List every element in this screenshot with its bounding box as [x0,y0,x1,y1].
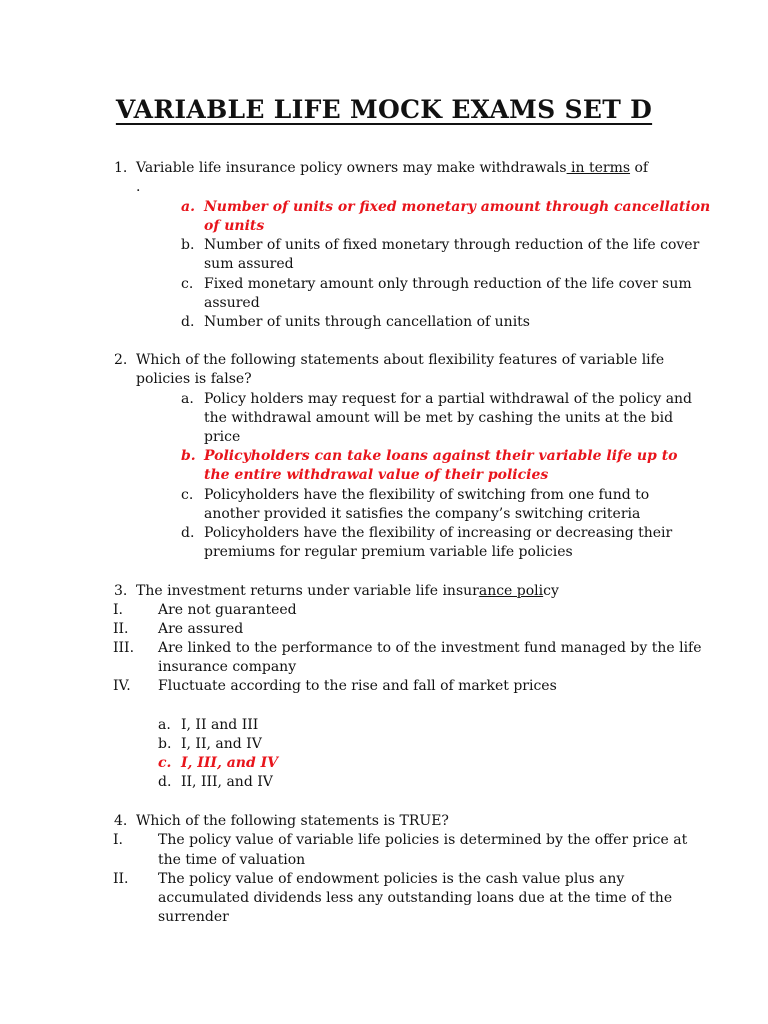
q1-stem [136,159,648,178]
page-title [0,94,768,126]
q3-stem-underlined: ance poli [478,583,544,599]
q3-number: 3. [114,583,128,599]
q4-roman-2: II. [113,871,129,887]
q3-option-d: II, III, and IV [181,774,273,790]
q1-option-c-line1: Fixed monetary amount only through reduction of the life cover sum [204,276,692,292]
q1-number: 1. [114,160,128,176]
q3-statement-3-line1: Are linked to the performance to of the investment fund managed by the life [158,640,702,656]
q3-statement-4: Fluctuate according to the rise and fall of market prices [158,678,557,694]
q2-option-a-line2: the withdrawal amount will be met by cashing the units at the bid [204,410,674,426]
q3-option-c-letter: c. [158,755,172,771]
q2-stem-line2: policies is false? [136,371,252,387]
q3-statement-3-line2: insurance company [158,659,297,675]
q4-statement-2-line3: surrender [158,909,229,925]
q4-statement-1-line2: the time of valuation [158,852,306,868]
q1-stem-continued: . [136,179,141,195]
q4-roman-1: I. [113,832,123,848]
q2-number: 2. [114,352,128,368]
page-title-text: VARIABLE LIFE MOCK EXAMS SET D [115,95,653,124]
q2-option-c-line1: Policyholders have the flexibility of switching from one fund to [204,487,650,503]
q2-option-c-line2: another provided it satisfies the company’s switching criteria [204,506,641,522]
q1-option-a-line2: of units [204,218,265,234]
q4-stem: Which of the following statements is TRUE? [136,813,449,829]
q1-option-a-line1: Number of units or fixed monetary amount through cancellation [204,199,711,215]
q3-roman-4: IV. [113,678,131,694]
q1-option-a-letter: a. [181,199,195,215]
q3-option-a: I, II and III [181,717,259,733]
q4-statement-2-line2: accumulated dividends less any outstanding loans due at the time of the [158,890,673,906]
q2-option-c-letter: c. [181,487,194,503]
q3-roman-3: III. [113,640,135,656]
q1-option-c-line2: assured [204,295,260,311]
q1-option-b-line1: Number of units of fixed monetary through reduction of the life cover [204,237,700,253]
q2-stem-line1: Which of the following statements about flexibility features of variable life [136,352,665,368]
q4-number: 4. [114,813,128,829]
q4-statement-2-line1: The policy value of endowment policies is the cash value plus any [158,871,625,887]
q3-option-a-letter: a. [158,717,171,733]
q1-option-b-letter: b. [181,237,195,253]
q2-option-a-line3: price [204,429,241,445]
q2-option-b-line1: Policyholders can take loans against their variable life up to [204,448,678,464]
q2-option-a-line1: Policy holders may request for a partial withdrawal of the policy and [204,391,693,407]
q3-stem [136,582,559,601]
q3-option-d-letter: d. [158,774,172,790]
q4-statement-1-line1: The policy value of variable life policies is determined by the offer price at [158,832,688,848]
q2-option-d-letter: d. [181,525,195,541]
q3-statement-1: Are not guaranteed [158,602,297,618]
q3-roman-1: I. [113,602,123,618]
q2-option-b-line2: the entire withdrawal value of their policies [204,467,549,483]
q2-option-b-letter: b. [181,448,196,464]
q3-roman-2: II. [113,621,129,637]
q3-statement-2: Are assured [158,621,244,637]
q2-option-a-letter: a. [181,391,194,407]
q1-option-c-letter: c. [181,276,194,292]
q3-option-b: I, II, and IV [181,736,262,752]
q1-option-d-letter: d. [181,314,195,330]
q1-stem-end: of [630,160,649,176]
q3-stem-end: cy [543,583,559,599]
q3-option-c: I, III, and IV [181,755,279,771]
q1-option-d-line1: Number of units through cancellation of units [204,314,530,330]
q2-option-d-line1: Policyholders have the flexibility of increasing or decreasing their [204,525,673,541]
q1-stem-underlined: in terms [566,160,631,176]
q3-stem-text: The investment returns under variable life insur [136,583,479,599]
q3-option-b-letter: b. [158,736,172,752]
q1-option-b-line2: sum assured [204,256,294,272]
q2-option-d-line2: premiums for regular premium variable life policies [204,544,573,560]
q1-stem-text: Variable life insurance policy owners may make withdrawals [136,160,567,176]
